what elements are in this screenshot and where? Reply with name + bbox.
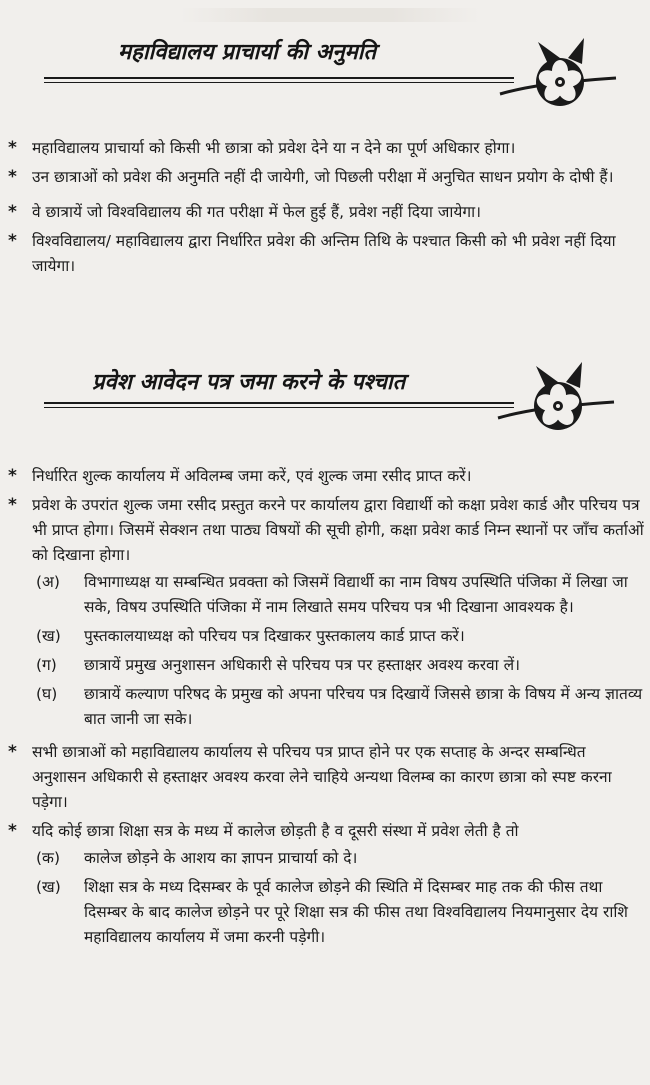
sub-item-label: (घ) [36, 685, 58, 703]
sub-item [36, 875, 644, 950]
sub-item-text: विभागाध्यक्ष या सम्बन्धित प्रवक्ता को जिसमें विद्यार्थी का नाम विषय उपस्थिति पंजिका में लिखा जा सके, विषय उपस्थिति पंजिका में नाम लिखाते समय परिचय पत्र भी दिखाना आवश्यक है। [84, 573, 628, 616]
title-underline [44, 77, 514, 79]
list-item [8, 200, 644, 225]
sub-item-label: (ख) [36, 627, 61, 645]
list-item-text: महाविद्यालय प्राचार्या को किसी भी छात्रा को प्रवेश देने या न देने का पूर्ण अधिकार होगा। [32, 139, 516, 157]
section-1-list [8, 136, 644, 279]
sub-item [36, 624, 644, 649]
bullet-marker: * [8, 231, 17, 251]
list-item-text: सभी छात्राओं को महाविद्यालय कार्यालय से परिचय पत्र प्राप्त होने पर एक सप्ताह के अन्दर सम्बन्धित अनुशासन अधिकारी से हस्ताक्षर अवश्य करवा लेने चाहिये अन्यथा विलम्ब का कारण छात्रा को स्पष्ट करना पड़ेगा। [32, 743, 612, 811]
section-title-2: प्रवेश आवेदन पत्र जमा करने के पश्चात [92, 370, 406, 395]
sub-item-text: पुस्तकालयाध्यक्ष को परिचय पत्र दिखाकर पुस्तकालय कार्ड प्राप्त करें। [84, 627, 465, 645]
sub-item [36, 682, 644, 732]
sub-item [36, 653, 644, 678]
list-item [8, 819, 644, 844]
title-underline [44, 402, 514, 404]
bullet-marker: * [8, 138, 17, 158]
bullet-marker: * [8, 202, 17, 222]
sub-item-label: (क) [36, 849, 60, 867]
list-item [8, 493, 644, 568]
bullet-marker: * [8, 495, 17, 515]
sub-item-text: छात्रायें कल्याण परिषद के प्रमुख को अपना परिचय पत्र दिखायें जिससे छात्रा के विषय में अन्य ज्ञातव्य बात जानी जा सके। [84, 685, 643, 728]
sub-item-label: (ख) [36, 878, 61, 896]
list-item [8, 136, 644, 161]
sub-item [36, 570, 644, 620]
bullet-marker: * [8, 466, 17, 486]
title-underline-thin [44, 82, 514, 83]
section-header-2 [0, 354, 650, 424]
bullet-marker: * [8, 167, 17, 187]
flower-icon [498, 34, 618, 114]
list-item [8, 165, 644, 190]
list-item [8, 464, 644, 489]
list-item-text: प्रवेश के उपरांत शुल्क जमा रसीद प्रस्तुत करने पर कार्यालय द्वारा विद्यार्थी को कक्षा प्रवेश कार्ड और परिचय पत्र भी प्राप्त होगा। जिसमें सेक्शन तथा पाठ्य विषयों की सूची होगी, कक्षा प्रवेश कार्ड निम्न स्थानों पर जाँच कर्ताओं को दिखाना होगा। [32, 496, 644, 564]
list-item-text: उन छात्राओं को प्रवेश की अनुमति नहीं दी जायेगी, जो पिछली परीक्षा में अनुचित साधन प्रयोग के दोषी हैं। [32, 168, 614, 186]
list-item [8, 229, 644, 279]
section-title-1: महाविद्यालय प्राचार्या की अनुमति [118, 40, 377, 65]
flower-icon [496, 358, 616, 438]
section-header-1 [0, 32, 650, 102]
title-underline-thin [44, 407, 514, 408]
sub-item-label: (अ) [36, 573, 60, 591]
sub-item-text: छात्रायें प्रमुख अनुशासन अधिकारी से परिचय पत्र पर हस्ताक्षर अवश्य करवा लें। [84, 656, 520, 674]
sub-item-text: शिक्षा सत्र के मध्य दिसम्बर के पूर्व कालेज छोड़ने की स्थिति में दिसम्बर माह तक की फीस तथा दिसम्बर के बाद कालेज छोड़ने पर पूरे शिक्षा सत्र की फीस तथा विश्वविद्यालय नियमानुसार देय राशि महाविद्यालय कार्यालय में जमा करनी पड़ेगी। [84, 878, 628, 946]
sub-item-text: कालेज छोड़ने के आशय का ज्ञापन प्राचार्या को दे। [84, 849, 358, 867]
bleed-through [180, 8, 480, 22]
bullet-marker: * [8, 821, 17, 841]
list-item-text: यदि कोई छात्रा शिक्षा सत्र के मध्य में कालेज छोड़ती है व दूसरी संस्था में प्रवेश लेती है तो [32, 822, 519, 840]
list-item-text: निर्धारित शुल्क कार्यालय में अविलम्ब जमा करें, एवं शुल्क जमा रसीद प्राप्त करें। [32, 467, 472, 485]
sub-item-label: (ग) [36, 656, 57, 674]
list-item-text: विश्वविद्यालय/ महाविद्यालय द्वारा निर्धारित प्रवेश की अन्तिम तिथि के पश्चात किसी को भी प्रवेश नहीं दिया जायेगा। [32, 232, 616, 275]
list-item [8, 740, 644, 815]
list-item-text: वे छात्रायें जो विश्वविद्यालय की गत परीक्षा में फेल हुई हैं, प्रवेश नहीं दिया जायेगा। [32, 203, 481, 221]
section-2-list [8, 464, 644, 950]
bullet-marker: * [8, 742, 17, 762]
sub-item [36, 846, 644, 871]
